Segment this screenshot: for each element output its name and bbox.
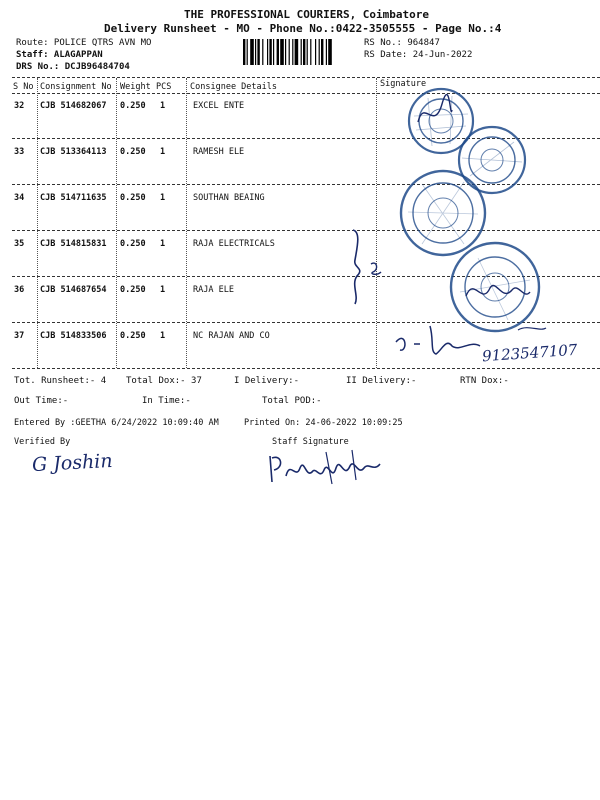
- col-sno: S No: [13, 82, 34, 92]
- total-pod: Total POD:-: [262, 396, 322, 406]
- row-pcs: 1: [160, 101, 166, 111]
- row-consignment: CJB 514687654: [40, 285, 107, 295]
- tot-runsheet: Tot. Runsheet:- 4: [14, 376, 107, 386]
- col-weight: Weight: [120, 82, 151, 92]
- col-pcs: PCS: [156, 82, 172, 92]
- barcode-bar: [243, 39, 245, 65]
- route: Route: POLICE QTRS AVN MO: [16, 38, 152, 48]
- row-sno: 37: [14, 331, 25, 341]
- printed-on: Printed On: 24-06-2022 10:09:25: [244, 418, 403, 428]
- row-consignment: CJB 514833506: [40, 331, 107, 341]
- barcode-bar: [262, 39, 263, 65]
- row-pcs: 1: [160, 285, 166, 295]
- barcode-bar: [321, 39, 323, 65]
- divider-header: [12, 93, 600, 94]
- row-sno: 36: [14, 285, 25, 295]
- staff-signature-label: Staff Signature: [272, 437, 349, 447]
- row-sno: 33: [14, 147, 25, 157]
- verifier-signature: G Joshin: [31, 449, 114, 477]
- rtn-dox: RTN Dox:-: [460, 376, 509, 386]
- row-consignee: EXCEL ENTE: [193, 101, 245, 111]
- divider-top: [12, 77, 600, 78]
- barcode-bar: [273, 39, 274, 65]
- barcode-bar: [301, 39, 302, 65]
- row-sno: 34: [14, 193, 25, 203]
- staff-signature: [266, 446, 386, 486]
- barcode-bar: [319, 39, 320, 65]
- company-name: THE PROFESSIONAL COURIERS, Coimbatore: [184, 8, 430, 21]
- barcode-bar: [267, 39, 268, 65]
- row-pcs: 1: [160, 193, 166, 203]
- barcode-bar: [269, 39, 271, 65]
- verified-by-label: Verified By: [14, 437, 71, 447]
- barcode-bar: [310, 39, 311, 65]
- staff: Staff: ALAGAPPAN: [16, 50, 103, 60]
- row-weight: 0.250: [120, 147, 146, 157]
- row-weight: 0.250: [120, 101, 146, 111]
- out-time: Out Time:-: [14, 396, 69, 406]
- rs-number: RS No.: 964847: [364, 38, 440, 48]
- row-consignment: CJB 514815831: [40, 239, 107, 249]
- barcode-bar: [255, 39, 256, 65]
- row-consignment: CJB 514682067: [40, 101, 107, 111]
- barcode-bar: [295, 39, 299, 65]
- row-consignee: SOUTHAN BEAING: [193, 193, 265, 203]
- barcode-bar: [280, 39, 284, 65]
- barcode-bar: [292, 39, 293, 65]
- barcode-bar: [326, 39, 327, 65]
- barcode-bar: [328, 39, 332, 65]
- barcode-bar: [250, 39, 254, 65]
- row-consignment: CJB 513364113: [40, 147, 107, 157]
- total-dox: Total Dox:- 37: [126, 376, 202, 386]
- row-weight: 0.250: [120, 239, 146, 249]
- row-divider: [12, 368, 600, 369]
- handwritten-phone: 9123547107: [481, 340, 578, 366]
- barcode-bar: [315, 39, 316, 65]
- row-sno: 35: [14, 239, 25, 249]
- row-weight: 0.250: [120, 285, 146, 295]
- row-consignee: RAMESH ELE: [193, 147, 245, 157]
- row-divider: [12, 230, 600, 231]
- signature-bracket: [343, 226, 383, 306]
- barcode-bar: [257, 39, 259, 65]
- runsheet-title: Delivery Runsheet - MO - Phone No.:0422-3505555 - Page No.:4: [104, 22, 502, 35]
- entered-by: Entered By :GEETHA 6/24/2022 10:09:40 AM: [14, 418, 219, 428]
- row-consignment: CJB 514711635: [40, 193, 107, 203]
- row-consignee: RAJA ELE: [193, 285, 234, 295]
- barcode: [243, 39, 353, 65]
- row-consignee: NC RAJAN AND CO: [193, 331, 270, 341]
- row-sno: 32: [14, 101, 25, 111]
- col-consignment: Consignment No: [40, 82, 112, 92]
- row-weight: 0.250: [120, 193, 146, 203]
- signature-scribble-1: [414, 92, 454, 132]
- barcode-bar: [277, 39, 279, 65]
- row-pcs: 1: [160, 331, 166, 341]
- drs-number: DRS No.: DCJB96484704: [16, 62, 130, 72]
- barcode-bar: [289, 39, 290, 65]
- signature-scribble-raja: [462, 272, 532, 312]
- barcode-bar: [247, 39, 248, 65]
- row-consignee: RAJA ELECTRICALS: [193, 239, 275, 249]
- ii-delivery: II Delivery:-: [346, 376, 417, 386]
- barcode-bar: [303, 39, 305, 65]
- col-divider: [376, 78, 377, 368]
- col-signature: Signature: [380, 79, 427, 89]
- in-time: In Time:-: [142, 396, 191, 406]
- row-pcs: 1: [160, 147, 166, 157]
- barcode-bar: [285, 39, 286, 65]
- row-weight: 0.250: [120, 331, 146, 341]
- barcode-bar: [307, 39, 308, 65]
- i-delivery: I Delivery:-: [234, 376, 300, 386]
- col-divider: [186, 78, 187, 368]
- row-pcs: 1: [160, 239, 166, 249]
- rs-date: RS Date: 24-Jun-2022: [364, 50, 473, 60]
- col-consignee: Consignee Details: [190, 82, 277, 92]
- col-divider: [37, 78, 38, 368]
- col-divider: [116, 78, 117, 368]
